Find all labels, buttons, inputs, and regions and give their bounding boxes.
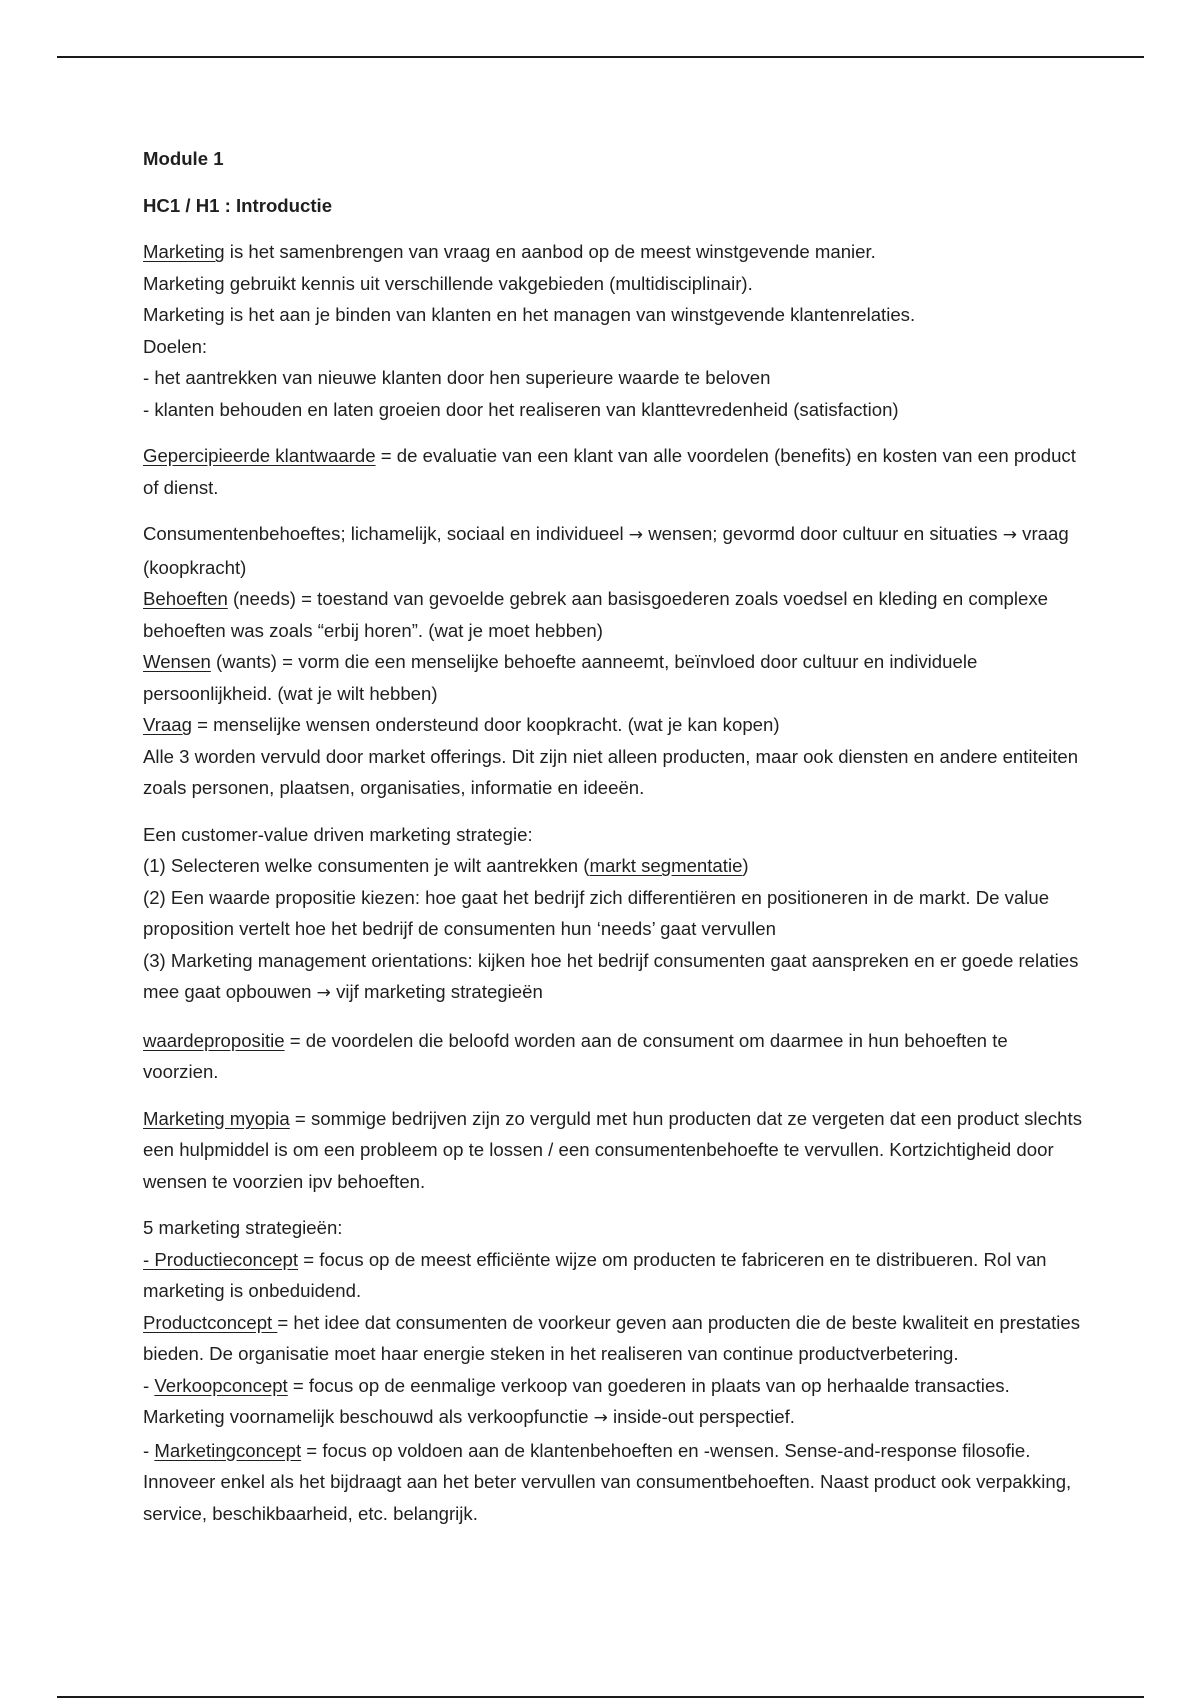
selling-prefix: - xyxy=(143,1374,155,1396)
selling-concept-definition-b: inside-out perspectief. xyxy=(607,1406,795,1427)
five-strategies-paragraph xyxy=(143,1212,1083,1529)
term-selling-concept: Verkoopconcept xyxy=(154,1374,288,1396)
strategy-step3-b: vijf marketing strategieën xyxy=(330,981,543,1002)
term-marketing-myopia: Marketing myopia xyxy=(143,1107,290,1129)
strategy-step1-a: (1) Selecteren welke consumenten je wilt aantrekken ( xyxy=(143,855,590,876)
term-value-proposition: waardepropositie xyxy=(143,1029,285,1051)
strategy-step2: (2) Een waarde propositie kiezen: hoe gaat het bedrijf zich differentiëren en positioneren in de markt. De value proposition vertelt hoe het bedrijf de consumenten hun ‘needs’ gaat vervullen xyxy=(143,886,1050,939)
term-production-concept: - Productieconcept xyxy=(143,1248,299,1270)
demand-definition: = menselijke wensen ondersteund door koopkracht. (wat je kan kopen) xyxy=(191,714,780,735)
document-body xyxy=(143,143,1083,1544)
module-title: Module 1 xyxy=(143,148,224,169)
term-needs: Behoeften xyxy=(143,588,228,609)
myopia-definition: = sommige bedrijven zijn zo verguld met hun producten dat ze vergeten dat een product slechts een hulpmiddel is om een probleem op te lossen / een consumentenbehoefte te vervullen. Kortzichtigheid door wensen te voorzien ipv behoeften. xyxy=(143,1107,1082,1192)
goal-2: - klanten behouden en laten groeien door het realiseren van klanttevredenheid (satisfaction) xyxy=(143,398,899,420)
arrow-right-icon: → xyxy=(316,983,331,1003)
five-strategies-intro: 5 marketing strategieën: xyxy=(143,1217,343,1238)
needs-chain-a: Consumentenbehoeftes; lichamelijk, sociaal en individueel xyxy=(143,523,629,544)
chapter-title: HC1 / H1 : Introductie xyxy=(143,194,333,216)
strategy-step1-b: ) xyxy=(742,855,749,876)
goals-label: Doelen: xyxy=(143,335,208,357)
value-proposition-paragraph xyxy=(143,1025,1083,1088)
needs-definition: (needs) = toestand van gevoelde gebrek aan basisgoederen zoals voedsel en kleding en complexe behoeften was zoals “erbij horen”. (wat je moet hebben) xyxy=(143,588,1049,641)
needs-paragraph xyxy=(143,518,1083,804)
production-concept-definition: = focus op de meest efficiënte wijze om producten te fabriceren en te distribueren. Rol van marketing is onbeduidend. xyxy=(143,1248,1047,1301)
arrow-right-icon: → xyxy=(593,1408,608,1428)
term-market-segmentation: markt segmentatie xyxy=(589,855,743,876)
term-demand: Vraag xyxy=(143,714,192,735)
perceived-value-paragraph xyxy=(143,440,1083,503)
intro-line2: Marketing gebruikt kennis uit verschillende vakgebieden (multidisciplinair). xyxy=(143,272,753,294)
arrow-right-icon: → xyxy=(1002,525,1017,545)
strategy-intro: Een customer-value driven marketing strategie: xyxy=(143,823,533,845)
marketing-prefix: - xyxy=(143,1439,155,1461)
term-marketing-concept: Marketingconcept xyxy=(154,1439,302,1461)
term-product-concept: Productconcept xyxy=(143,1311,278,1333)
needs-chain-c: vraag (koopkracht) xyxy=(143,523,1069,578)
market-offerings-text: Alle 3 worden vervuld door market offerings. Dit zijn niet alleen producten, maar ook diensten en andere entiteiten zoals personen, plaatsen, organisaties, informatie en ideeën. xyxy=(143,745,1079,798)
intro-paragraph xyxy=(143,236,1083,425)
intro-line3: Marketing is het aan je binden van klanten en het managen van winstgevende klantenrelaties. xyxy=(143,304,916,325)
product-concept-definition: = het idee dat consumenten de voorkeur geven aan producten die de beste kwaliteit en prestaties bieden. De organisatie moet haar energie steken in het realiseren van continue productverbetering. xyxy=(143,1311,1081,1364)
goal-1: - het aantrekken van nieuwe klanten door hen superieure waarde te beloven xyxy=(143,367,771,388)
term-wants: Wensen xyxy=(143,651,211,672)
myopia-paragraph xyxy=(143,1103,1083,1198)
needs-chain-b: wensen; gevormd door cultuur en situaties xyxy=(643,523,1003,544)
term-marketing: Marketing xyxy=(143,241,225,262)
bottom-rule xyxy=(57,1696,1144,1698)
strategy-step3-a: (3) Marketing management orientations: kijken hoe het bedrijf consumenten gaat aanspreken en er goede relaties mee gaat opbouwen xyxy=(143,949,1079,1002)
arrow-right-icon: → xyxy=(628,525,644,545)
selling-concept-definition-a: = focus op de eenmalige verkoop van goederen in plaats van op herhaalde transacties. Marketing voornamelijk beschouwd als verkoopfunctie xyxy=(143,1374,1010,1427)
perceived-value-definition: = de evaluatie van een klant van alle voordelen (benefits) en kosten van een product of dienst. xyxy=(143,445,1076,498)
strategy-paragraph xyxy=(143,819,1083,1010)
value-proposition-definition: = de voordelen die beloofd worden aan de consument om daarmee in hun behoeften te voorzien. xyxy=(143,1029,1008,1082)
term-perceived-value: Gepercipieerde klantwaarde xyxy=(143,445,376,466)
top-rule xyxy=(57,56,1144,58)
wants-definition: (wants) = vorm die een menselijke behoefte aanneemt, beïnvloed door cultuur en individuele persoonlijkheid. (wat je wilt hebben) xyxy=(143,651,978,704)
intro-line1-rest: is het samenbrengen van vraag en aanbod op de meest winstgevende manier. xyxy=(224,241,876,262)
title-block xyxy=(143,143,1083,221)
marketing-concept-definition: = focus op voldoen aan de klantenbehoeften en -wensen. Sense-and-response filosofie. Innoveer enkel als het bijdraagt aan het beter vervullen van consumentbehoeften. Naast product ook verpakking, service, beschikbaarheid, etc. belangrijk. xyxy=(143,1439,1072,1524)
